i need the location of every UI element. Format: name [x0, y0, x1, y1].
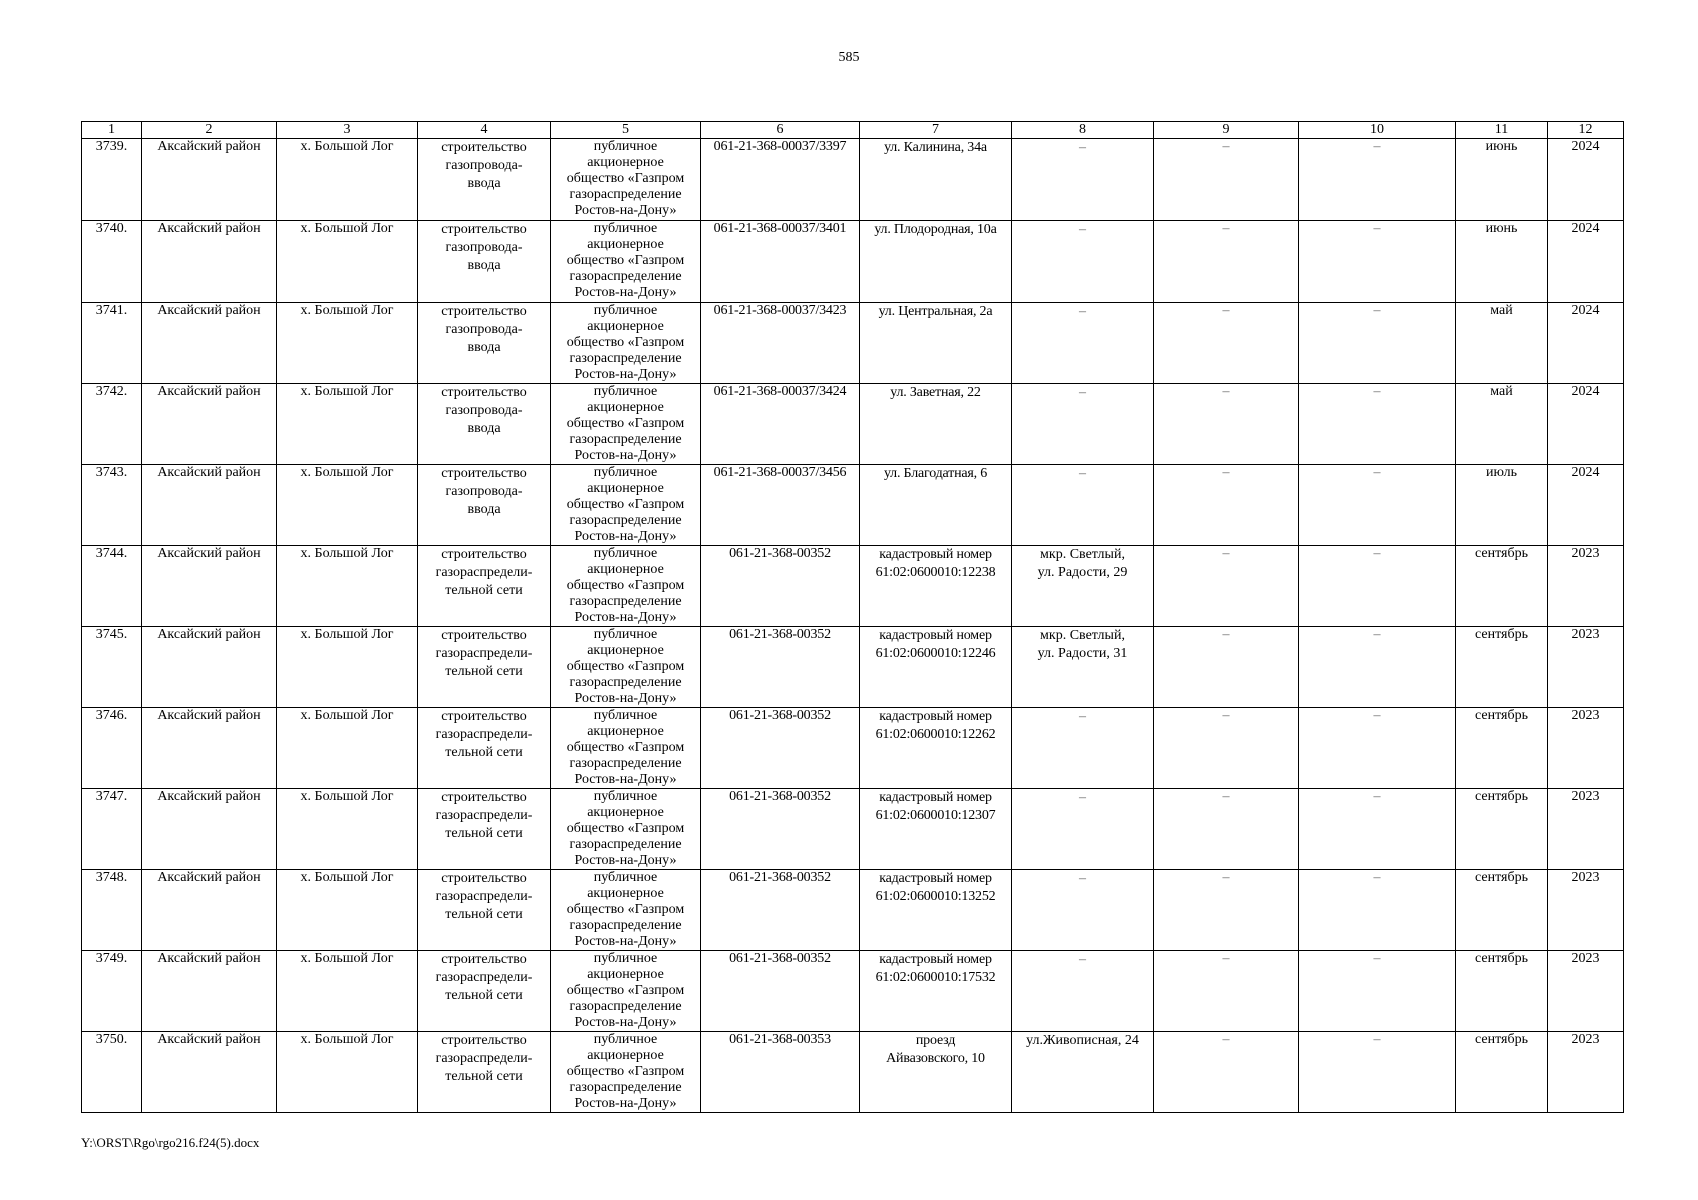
cell-district: Аксайский район [142, 139, 277, 221]
cell-organization: публичное акционерное общество «Газпром газораспределение Ростов-на-Дону» [551, 627, 701, 708]
cell-code: 061-21-368-00352 [701, 627, 860, 708]
footer-file-path: Y:\ORST\Rgo\rgo216.f24(5).docx [81, 1135, 260, 1150]
cell-settlement: х. Большой Лог [277, 708, 418, 789]
cell-code: 061-21-368-00037/3456 [701, 465, 860, 546]
cell-settlement: х. Большой Лог [277, 870, 418, 951]
cell-number: 3749. [82, 951, 142, 1032]
cell-month: сентябрь [1456, 546, 1548, 627]
table-row [82, 139, 1624, 221]
cell-organization: публичное акционерное общество «Газпром газораспределение Ростов-на-Дону» [551, 465, 701, 546]
table-row [82, 221, 1624, 303]
table-row [82, 1032, 1624, 1113]
cell-code: 061-21-368-00352 [701, 708, 860, 789]
page-number: 585 [838, 50, 860, 65]
table-row [82, 708, 1624, 789]
cell-col9: – [1154, 1032, 1299, 1113]
cell-organization: публичное акционерное общество «Газпром газораспределение Ростов-на-Дону» [551, 789, 701, 870]
cell-settlement: х. Большой Лог [277, 546, 418, 627]
cell-col8: – [1012, 708, 1154, 789]
cell-district: Аксайский район [142, 221, 277, 303]
column-number-header: 6 [701, 122, 860, 139]
cell-settlement: х. Большой Лог [277, 303, 418, 384]
table-row [82, 465, 1624, 546]
cell-address: кадастровый номер 61:02:0600010:12246 [860, 627, 1012, 708]
cell-year: 2023 [1548, 627, 1624, 708]
cell-code: 061-21-368-00352 [701, 789, 860, 870]
cell-col9: – [1154, 303, 1299, 384]
cell-code: 061-21-368-00037/3397 [701, 139, 860, 221]
cell-year: 2024 [1548, 303, 1624, 384]
cell-number: 3744. [82, 546, 142, 627]
cell-address: ул. Благодатная, 6 [860, 465, 1012, 546]
cell-month: сентябрь [1456, 1032, 1548, 1113]
column-number-header: 3 [277, 122, 418, 139]
cell-col10: – [1299, 465, 1456, 546]
cell-code: 061-21-368-00037/3401 [701, 221, 860, 303]
cell-month: сентябрь [1456, 789, 1548, 870]
cell-address: ул. Плодородная, 10а [860, 221, 1012, 303]
table-row [82, 303, 1624, 384]
cell-district: Аксайский район [142, 708, 277, 789]
cell-month: май [1456, 303, 1548, 384]
cell-year: 2024 [1548, 221, 1624, 303]
cell-col8: – [1012, 384, 1154, 465]
cell-code: 061-21-368-00037/3423 [701, 303, 860, 384]
cell-col9: – [1154, 384, 1299, 465]
cell-col8: – [1012, 465, 1154, 546]
cell-year: 2023 [1548, 708, 1624, 789]
cell-year: 2024 [1548, 139, 1624, 221]
cell-number: 3743. [82, 465, 142, 546]
cell-object: строительство газораспредели- тельной сети [418, 870, 551, 951]
cell-month: июнь [1456, 221, 1548, 303]
cell-col8: – [1012, 789, 1154, 870]
cell-address: кадастровый номер 61:02:0600010:12238 [860, 546, 1012, 627]
cell-month: май [1456, 384, 1548, 465]
cell-district: Аксайский район [142, 384, 277, 465]
cell-col10: – [1299, 708, 1456, 789]
cell-number: 3747. [82, 789, 142, 870]
cell-settlement: х. Большой Лог [277, 221, 418, 303]
cell-code: 061-21-368-00353 [701, 1032, 860, 1113]
cell-col9: – [1154, 708, 1299, 789]
cell-month: сентябрь [1456, 627, 1548, 708]
cell-col9: – [1154, 789, 1299, 870]
cell-col9: – [1154, 221, 1299, 303]
cell-object: строительство газопровода- ввода [418, 303, 551, 384]
cell-settlement: х. Большой Лог [277, 1032, 418, 1113]
cell-col9: – [1154, 870, 1299, 951]
cell-col10: – [1299, 789, 1456, 870]
cell-year: 2023 [1548, 1032, 1624, 1113]
cell-address: кадастровый номер 61:02:0600010:17532 [860, 951, 1012, 1032]
cell-settlement: х. Большой Лог [277, 789, 418, 870]
cell-col9: – [1154, 627, 1299, 708]
column-number-header: 2 [142, 122, 277, 139]
cell-col10: – [1299, 546, 1456, 627]
table-body [82, 139, 1624, 1113]
cell-col9: – [1154, 465, 1299, 546]
table-row [82, 627, 1624, 708]
cell-year: 2024 [1548, 384, 1624, 465]
cell-settlement: х. Большой Лог [277, 139, 418, 221]
cell-month: июль [1456, 465, 1548, 546]
cell-address: проезд Айвазовского, 10 [860, 1032, 1012, 1113]
cell-col8: – [1012, 139, 1154, 221]
cell-organization: публичное акционерное общество «Газпром газораспределение Ростов-на-Дону» [551, 139, 701, 221]
cell-address: кадастровый номер 61:02:0600010:13252 [860, 870, 1012, 951]
cell-col9: – [1154, 139, 1299, 221]
cell-organization: публичное акционерное общество «Газпром газораспределение Ростов-на-Дону» [551, 708, 701, 789]
cell-district: Аксайский район [142, 627, 277, 708]
cell-number: 3742. [82, 384, 142, 465]
cell-address: кадастровый номер 61:02:0600010:12307 [860, 789, 1012, 870]
cell-code: 061-21-368-00352 [701, 951, 860, 1032]
cell-year: 2023 [1548, 870, 1624, 951]
cell-col10: – [1299, 139, 1456, 221]
column-number-header: 4 [418, 122, 551, 139]
cell-col10: – [1299, 221, 1456, 303]
cell-code: 061-21-368-00037/3424 [701, 384, 860, 465]
register-table [81, 121, 1624, 1113]
cell-district: Аксайский район [142, 546, 277, 627]
cell-district: Аксайский район [142, 465, 277, 546]
cell-col8: ул.Живописная, 24 [1012, 1032, 1154, 1113]
cell-object: строительство газораспредели- тельной сети [418, 627, 551, 708]
cell-district: Аксайский район [142, 1032, 277, 1113]
cell-settlement: х. Большой Лог [277, 465, 418, 546]
cell-object: строительство газораспредели- тельной сети [418, 708, 551, 789]
cell-month: сентябрь [1456, 870, 1548, 951]
cell-district: Аксайский район [142, 951, 277, 1032]
cell-month: сентябрь [1456, 951, 1548, 1032]
cell-address: ул. Калинина, 34а [860, 139, 1012, 221]
cell-col10: – [1299, 951, 1456, 1032]
cell-district: Аксайский район [142, 303, 277, 384]
cell-number: 3745. [82, 627, 142, 708]
cell-col8: мкр. Светлый, ул. Радости, 31 [1012, 627, 1154, 708]
cell-col10: – [1299, 303, 1456, 384]
cell-object: строительство газораспредели- тельной сети [418, 1032, 551, 1113]
cell-organization: публичное акционерное общество «Газпром газораспределение Ростов-на-Дону» [551, 546, 701, 627]
column-number-header: 11 [1456, 122, 1548, 139]
cell-district: Аксайский район [142, 789, 277, 870]
cell-col10: – [1299, 1032, 1456, 1113]
column-number-row [82, 122, 1624, 139]
cell-year: 2023 [1548, 951, 1624, 1032]
cell-number: 3741. [82, 303, 142, 384]
column-number-header: 12 [1548, 122, 1624, 139]
cell-number: 3750. [82, 1032, 142, 1113]
cell-object: строительство газопровода- ввода [418, 384, 551, 465]
cell-number: 3746. [82, 708, 142, 789]
cell-col9: – [1154, 951, 1299, 1032]
cell-year: 2024 [1548, 465, 1624, 546]
column-number-header: 9 [1154, 122, 1299, 139]
cell-address: кадастровый номер 61:02:0600010:12262 [860, 708, 1012, 789]
cell-col8: – [1012, 870, 1154, 951]
cell-number: 3740. [82, 221, 142, 303]
cell-col8: – [1012, 221, 1154, 303]
cell-settlement: х. Большой Лог [277, 627, 418, 708]
cell-district: Аксайский район [142, 870, 277, 951]
table-row [82, 789, 1624, 870]
cell-address: ул. Заветная, 22 [860, 384, 1012, 465]
cell-code: 061-21-368-00352 [701, 546, 860, 627]
cell-year: 2023 [1548, 546, 1624, 627]
column-number-header: 8 [1012, 122, 1154, 139]
cell-col8: – [1012, 951, 1154, 1032]
cell-col10: – [1299, 627, 1456, 708]
cell-col10: – [1299, 870, 1456, 951]
table-row [82, 951, 1624, 1032]
column-number-header: 5 [551, 122, 701, 139]
table-row [82, 384, 1624, 465]
cell-col8: мкр. Светлый, ул. Радости, 29 [1012, 546, 1154, 627]
table-row [82, 870, 1624, 951]
column-number-header: 1 [82, 122, 142, 139]
cell-number: 3748. [82, 870, 142, 951]
cell-month: июнь [1456, 139, 1548, 221]
cell-number: 3739. [82, 139, 142, 221]
column-number-header: 10 [1299, 122, 1456, 139]
cell-col8: – [1012, 303, 1154, 384]
cell-organization: публичное акционерное общество «Газпром газораспределение Ростов-на-Дону» [551, 384, 701, 465]
table-row [82, 546, 1624, 627]
cell-object: строительство газопровода- ввода [418, 139, 551, 221]
cell-object: строительство газопровода- ввода [418, 465, 551, 546]
cell-col10: – [1299, 384, 1456, 465]
cell-code: 061-21-368-00352 [701, 870, 860, 951]
cell-organization: публичное акционерное общество «Газпром газораспределение Ростов-на-Дону» [551, 221, 701, 303]
cell-month: сентябрь [1456, 708, 1548, 789]
cell-object: строительство газораспредели- тельной сети [418, 546, 551, 627]
cell-settlement: х. Большой Лог [277, 384, 418, 465]
cell-object: строительство газораспредели- тельной сети [418, 951, 551, 1032]
cell-col9: – [1154, 546, 1299, 627]
cell-object: строительство газораспредели- тельной сети [418, 789, 551, 870]
cell-organization: публичное акционерное общество «Газпром газораспределение Ростов-на-Дону» [551, 1032, 701, 1113]
cell-organization: публичное акционерное общество «Газпром газораспределение Ростов-на-Дону» [551, 303, 701, 384]
cell-settlement: х. Большой Лог [277, 951, 418, 1032]
cell-organization: публичное акционерное общество «Газпром газораспределение Ростов-на-Дону» [551, 951, 701, 1032]
cell-year: 2023 [1548, 789, 1624, 870]
cell-object: строительство газопровода- ввода [418, 221, 551, 303]
cell-address: ул. Центральная, 2а [860, 303, 1012, 384]
column-number-header: 7 [860, 122, 1012, 139]
cell-organization: публичное акционерное общество «Газпром газораспределение Ростов-на-Дону» [551, 870, 701, 951]
